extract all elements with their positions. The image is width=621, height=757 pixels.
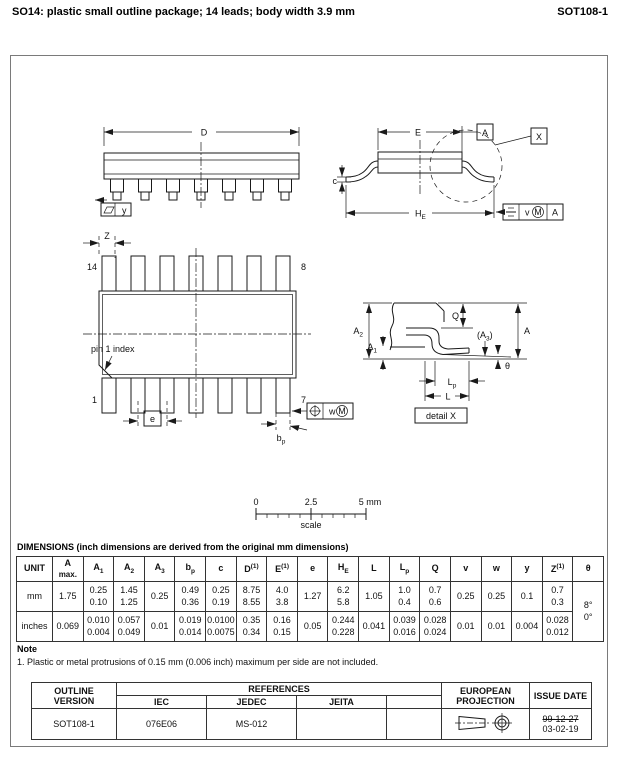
symmetry-icon [506, 208, 516, 216]
top-view [83, 231, 353, 446]
jedec-header: JEDEC [207, 696, 297, 709]
dim-value-cell: 0.25 [144, 582, 175, 612]
svg-text:e: e [149, 414, 156, 424]
end-view [333, 124, 564, 221]
dim-a-label: A [524, 326, 531, 336]
dim-c-label: c [332, 176, 337, 186]
col-a1: $A_1$ [83, 557, 114, 582]
dim-value-cell: 0.16 0.15 [267, 612, 298, 642]
outline-version-value: SOT108-1 [32, 709, 117, 740]
dim-l-label: L [445, 391, 451, 402]
col-a3: $A_3$ [144, 557, 175, 582]
dim-value-cell: 6.2 5.8 [328, 582, 359, 612]
unit-mm: mm [17, 582, 53, 612]
dim-he-label: $H_E$ [415, 208, 426, 221]
fcf-v-label: v [525, 207, 530, 218]
col-he: $H_E$ [328, 557, 359, 582]
dim-value-cell: 0.25 [450, 582, 481, 612]
dimensions-title: DIMENSIONS (inch dimensions are derived from the original mm dimensions) [17, 542, 349, 552]
pin-7-label: 7 [301, 395, 307, 405]
svg-text:X: X [535, 132, 543, 142]
jedec-value: MS-012 [207, 709, 297, 740]
dim-value-cell: 8.75 8.55 [236, 582, 267, 612]
iec-value: 076E06 [117, 709, 207, 740]
dim-d-label: D [200, 127, 208, 138]
dim-z-label: Z [104, 231, 110, 241]
col-y: y [512, 557, 543, 582]
position-icon [309, 405, 321, 417]
jeita-header: JEITA [297, 696, 387, 709]
dim-value-cell: 1.27 [297, 582, 328, 612]
dim-value-cell: 4.0 3.8 [267, 582, 298, 612]
dim-value-cell: 0.1 [512, 582, 543, 612]
dim-value-cell: 0.0100 0.0075 [206, 612, 237, 642]
scale-2_5-label: 2.5 [304, 497, 318, 507]
note-heading: Note [17, 644, 37, 654]
dim-a3-label: $(A_3)$ [477, 330, 493, 343]
datum-a-box [477, 124, 493, 140]
col-a2: $A_2$ [114, 557, 145, 582]
col-c: c [206, 557, 237, 582]
package-body [99, 291, 296, 378]
dim-value-cell: 0.041 [359, 612, 390, 642]
dim-theta-label: θ [505, 361, 511, 371]
dim-value-cell: 0.25 [481, 582, 512, 612]
detail-x-marker-box [531, 128, 547, 144]
col-z: $Z^{(1)}$ [542, 557, 573, 582]
ref-extra-value [387, 709, 442, 740]
col-w: w [481, 557, 512, 582]
detail-x-caption-box [415, 408, 467, 423]
col-v: v [450, 557, 481, 582]
col-l: L [359, 557, 390, 582]
outline-version-header: OUTLINE VERSION [32, 683, 117, 709]
figure-frame [10, 55, 608, 747]
page-header [12, 6, 608, 18]
dim-value-cell: 1.0 0.4 [389, 582, 420, 612]
dim-value-cell: 0.019 0.014 [175, 612, 206, 642]
dim-q-label: Q [451, 311, 459, 321]
note-text: 1. Plastic or metal protrusions of 0.15 mm (0.006 inch) maximum per side are not included. [17, 657, 379, 667]
dim-value-cell: 0.25 0.19 [206, 582, 237, 612]
dim-value-cell: 0.057 0.049 [114, 612, 145, 642]
detail-circle [430, 130, 502, 202]
issue-date-old: 99-12-27 [542, 714, 579, 724]
ref-data-row [32, 709, 592, 740]
pin-8-label: 8 [301, 262, 307, 272]
dim-theta-cell: 8° 0° [573, 582, 604, 642]
dim-e-box [144, 411, 161, 426]
dim-value-cell: 0.35 0.34 [236, 612, 267, 642]
issue-date-cell [530, 709, 592, 740]
reference-table [31, 682, 592, 740]
dim-a2-label: $A_2$ [353, 326, 363, 339]
dim-value-cell: 0.069 [53, 612, 84, 642]
dim-value-cell: 0.004 [512, 612, 543, 642]
dim-value-cell: 1.75 [53, 582, 84, 612]
dim-value-cell: 0.25 0.10 [83, 582, 114, 612]
first-angle-projection-icon [454, 710, 518, 736]
side-view [95, 127, 299, 216]
col-unit: UNIT [17, 557, 53, 582]
col-a-max: A max. [53, 557, 84, 582]
dim-value-cell: 0.7 0.3 [542, 582, 573, 612]
dim-value-cell: 0.028 0.012 [542, 612, 573, 642]
svg-text:M: M [534, 207, 542, 217]
ref-extra-header [387, 696, 442, 709]
dim-value-cell: 0.7 0.6 [420, 582, 451, 612]
fcf-w-label: w [329, 406, 336, 417]
dim-value-cell: 1.45 1.25 [114, 582, 145, 612]
scale-0-label: 0 [253, 497, 259, 507]
dim-a1-label: $A_1$ [367, 342, 377, 355]
dim-value-cell: 0.05 [297, 612, 328, 642]
ref-header-row-1 [32, 683, 592, 696]
dim-value-cell: 1.05 [359, 582, 390, 612]
svg-text:M: M [338, 406, 346, 416]
col-e-body: $E^{(1)}$ [267, 557, 298, 582]
col-lp: $L_p$ [389, 557, 420, 582]
dim-value-cell: 0.028 0.024 [420, 612, 451, 642]
fcf-lead-coplanarity [496, 204, 563, 220]
issue-date-header: ISSUE DATE [530, 683, 592, 709]
projection-header: EUROPEAN PROJECTION [442, 683, 530, 709]
col-d: $D^{(1)}$ [236, 557, 267, 582]
unit-inches: inches [17, 612, 53, 642]
svg-text:detail X: detail X [425, 411, 457, 421]
col-e-pitch: e [297, 557, 328, 582]
dim-value-cell: 0.01 [450, 612, 481, 642]
flatness-tolerance-box [101, 203, 131, 216]
references-header: REFERENCES [117, 683, 442, 696]
iec-header: IEC [117, 696, 207, 709]
pin-14-label: 14 [86, 262, 97, 272]
scale-5mm-label: 5 mm [358, 497, 382, 507]
fcf-lead-position [292, 403, 353, 419]
dims-inches-row [17, 612, 604, 642]
scale-caption: scale [300, 520, 322, 530]
dims-mm-row [17, 582, 604, 612]
dim-lp-label: $L_p$ [447, 377, 457, 390]
issue-date-new: 03-02-19 [542, 724, 579, 734]
detail-x-view [353, 303, 530, 423]
pin1-index-label: pin 1 index [91, 344, 135, 354]
jeita-value [297, 709, 387, 740]
flatness-icon [104, 207, 114, 213]
dim-value-cell: 0.244 0.228 [328, 612, 359, 642]
col-theta: θ [573, 557, 604, 582]
european-projection-cell [442, 709, 530, 740]
dim-value-cell: 0.039 0.016 [389, 612, 420, 642]
col-q: Q [420, 557, 451, 582]
package-drawing [11, 56, 607, 534]
pin-1-label: 1 [91, 395, 97, 405]
dimensions-table [16, 556, 604, 642]
dim-value-cell: 0.010 0.004 [83, 612, 114, 642]
svg-text:A: A [551, 207, 559, 218]
dims-header-row [17, 557, 604, 582]
scale-bar [253, 497, 381, 530]
dim-value-cell: 0.01 [144, 612, 175, 642]
dim-value-cell: 0.49 0.36 [175, 582, 206, 612]
doc-id: SOT108-1 [557, 6, 608, 18]
svg-text:A: A [481, 128, 489, 138]
col-bp: $b_p$ [175, 557, 206, 582]
dim-bp-label: $b_p$ [276, 433, 286, 446]
dim-e-label: E [414, 127, 422, 138]
flatness-y-label: y [122, 205, 127, 216]
dim-value-cell: 0.01 [481, 612, 512, 642]
page-title: SO14: plastic small outline package; 14 leads; body width 3.9 mm [12, 6, 355, 18]
